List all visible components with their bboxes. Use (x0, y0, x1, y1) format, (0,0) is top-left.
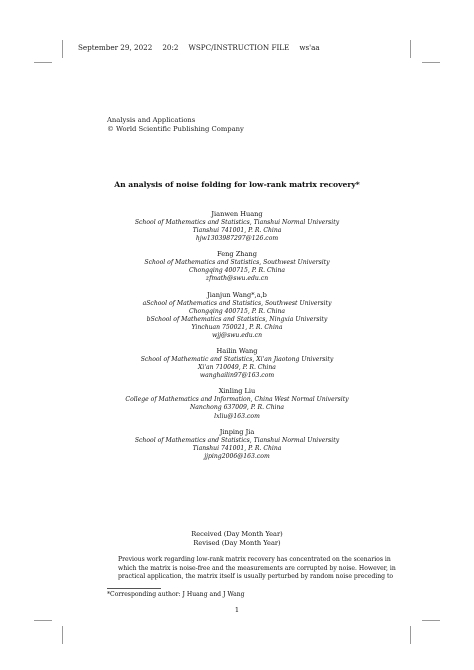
abstract (118, 556, 396, 582)
author-block (0, 347, 474, 380)
journal-name: Analysis and Applications (107, 116, 196, 124)
revised-date: Revised (Day Month Year) (193, 539, 281, 547)
affiliation-line: School of Mathematics and Statistics, Tianshui Normal University (134, 436, 340, 444)
page-number: 1 (234, 606, 240, 614)
author-email: zfmath@swu.edu.cn (205, 275, 269, 283)
paper-title: An analysis of noise folding for low-rank matrix recovery* (114, 180, 360, 189)
author-list (0, 210, 474, 468)
received-date: Received (Day Month Year) (191, 530, 283, 538)
crop-mark-bottom-left-h (34, 620, 52, 621)
crop-mark-bottom-right-h (422, 620, 440, 621)
author-email: hjw1303987297@126.com (195, 235, 279, 243)
header-time: 20:2 (162, 43, 179, 52)
abstract-line: Previous work regarding low-rank matrix recovery has concentrated on the scenarios in (118, 556, 391, 563)
author-name: Jianwen Huang (211, 210, 263, 218)
affiliation-line: Nanchong 637009, P. R. China (189, 404, 285, 412)
footnote-rule (107, 588, 161, 589)
author-name: Hailin Wang (216, 347, 258, 356)
author-block (0, 250, 474, 283)
affiliation-line: Chongqing 400715, P. R. China (188, 267, 286, 275)
journal-info (107, 116, 244, 134)
affiliation-line: Chongqing 400715, P. R. China (188, 307, 286, 315)
crop-mark-bottom-left-v (62, 626, 63, 644)
abstract-line: practical application, the matrix itself is usually perturbed by random noise preceding to (118, 573, 394, 580)
journal-publisher: © World Scientific Publishing Company (107, 125, 244, 133)
author-block (0, 428, 474, 461)
crop-mark-top-left-v (62, 40, 63, 58)
author-name: Jinping Jia (219, 427, 255, 436)
affiliation-line: School of Mathematics and Statistics, Southwest University (144, 259, 330, 267)
author-block (0, 387, 474, 420)
affiliation-line: aSchool of Mathematics and Statistics, Southwest University (142, 299, 332, 307)
crop-mark-bottom-right-v (410, 626, 411, 644)
affiliation-line: bSchool of Mathematics and Statistics, Ningxia University (146, 315, 328, 323)
abstract-line: which the matrix is noise-free and the measurements are corrupted by noise. However, in (118, 564, 396, 572)
author-email: lxliu@163.com (214, 412, 260, 420)
affiliation-line: Xi'an 710049, P. R. China (198, 364, 276, 372)
affiliation-line: Yinchuan 750021, P. R. China (191, 323, 283, 331)
affiliation-line: School of Mathematics and Statistics, Tianshui Normal University (134, 219, 340, 226)
affiliation-line: School of Mathematic and Statistics, Xi'an Jiaotong University (140, 356, 334, 364)
header-date: September 29, 2022 (78, 43, 153, 52)
affiliation-line: College of Mathematics and Information, China West Normal University (125, 396, 349, 404)
author-name: Xinling Liu (218, 387, 256, 396)
running-header (78, 43, 398, 52)
author-email: jjping2006@163.com (204, 452, 270, 460)
affiliation-line: Tianshui 741001, P. R. China (192, 227, 282, 235)
header-file: ws'aa (299, 43, 320, 52)
author-name: Feng Zhang (217, 250, 257, 259)
author-email: wjj@swu.edu.cn (212, 331, 262, 339)
header-style: WSPC/INSTRUCTION FILE (188, 43, 290, 52)
author-block (0, 210, 474, 243)
submission-dates (0, 530, 474, 548)
crop-mark-top-right-v (410, 40, 411, 58)
author-name: Jianjun Wang*,a,b (207, 290, 267, 299)
corresponding-author-footnote: *Corresponding author: J Huang and J Wang (107, 591, 245, 598)
crop-mark-top-right-h (422, 62, 440, 63)
author-block (0, 291, 474, 340)
author-email: wanghailin97@163.com (199, 372, 275, 380)
crop-mark-top-left-h (34, 62, 52, 63)
affiliation-line: Tianshui 741001, P. R. China (192, 444, 282, 452)
